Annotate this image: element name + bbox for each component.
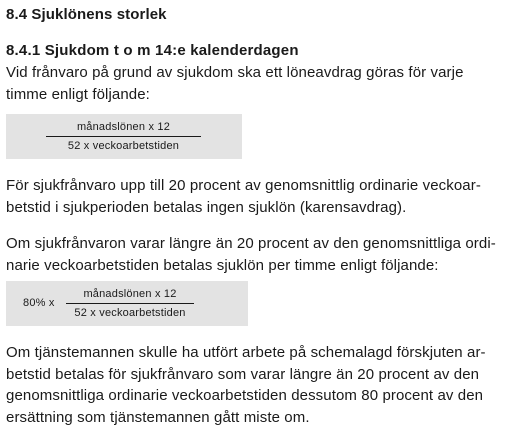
paragraph-line: Vid frånvaro på grund av sjukdom ska ett löneavdrag göras för varje <box>6 64 464 81</box>
paragraph-line: betstid i sjukperioden betalas ingen sjuklön (karensavdrag). <box>6 198 407 216</box>
paragraph-line: Om tjänstemannen skulle ha utfört arbete på schemalagd förskjuten ar- <box>6 344 486 361</box>
paragraph-line: timme enligt följande: <box>6 85 150 103</box>
fraction-numerator: månadslönen x 12 <box>76 121 171 133</box>
paragraph-sick-pay-rule <box>6 233 502 276</box>
fraction <box>66 281 194 326</box>
paragraph-line: narie veckoarbetstiden betalas sjuklön per timme enligt följande: <box>6 256 439 274</box>
paragraph-shifted-schedule <box>6 342 502 428</box>
fraction-denominator: 52 x veckoarbetstiden <box>67 140 180 152</box>
paragraph-line: ersättning som tjänstemannen gått miste om. <box>6 408 310 426</box>
subsection-heading: 8.4.1 Sjukdom t o m 14:e kalenderdagen <box>6 42 299 59</box>
paragraph-line: Om sjukfrånvaron varar längre än 20 procent av den genomsnittliga ordi- <box>6 235 496 252</box>
section-heading: 8.4 Sjuklönens storlek <box>6 6 167 23</box>
fraction-denominator: 52 x veckoarbetstiden <box>74 307 186 319</box>
fraction-numerator: månadslönen x 12 <box>83 288 177 300</box>
formula-box-hourly-deduction <box>6 114 242 159</box>
paragraph-line: För sjukfrånvaro upp till 20 procent av genomsnittlig ordinarie veckoar- <box>6 177 481 194</box>
paragraph-waiting-deduction <box>6 175 502 218</box>
paragraph-deduction-intro <box>6 62 502 105</box>
formula-box-hourly-sick-pay <box>6 281 248 326</box>
fraction <box>46 114 201 159</box>
formula-prefix: 80% x <box>23 297 55 309</box>
paragraph-line: genomsnittliga ordinarie veckoarbetstiden dessutom 80 procent av den <box>6 387 484 404</box>
paragraph-line: betstid betalas för sjukfrånvaro som varar längre än 20 procent av den <box>6 365 480 383</box>
